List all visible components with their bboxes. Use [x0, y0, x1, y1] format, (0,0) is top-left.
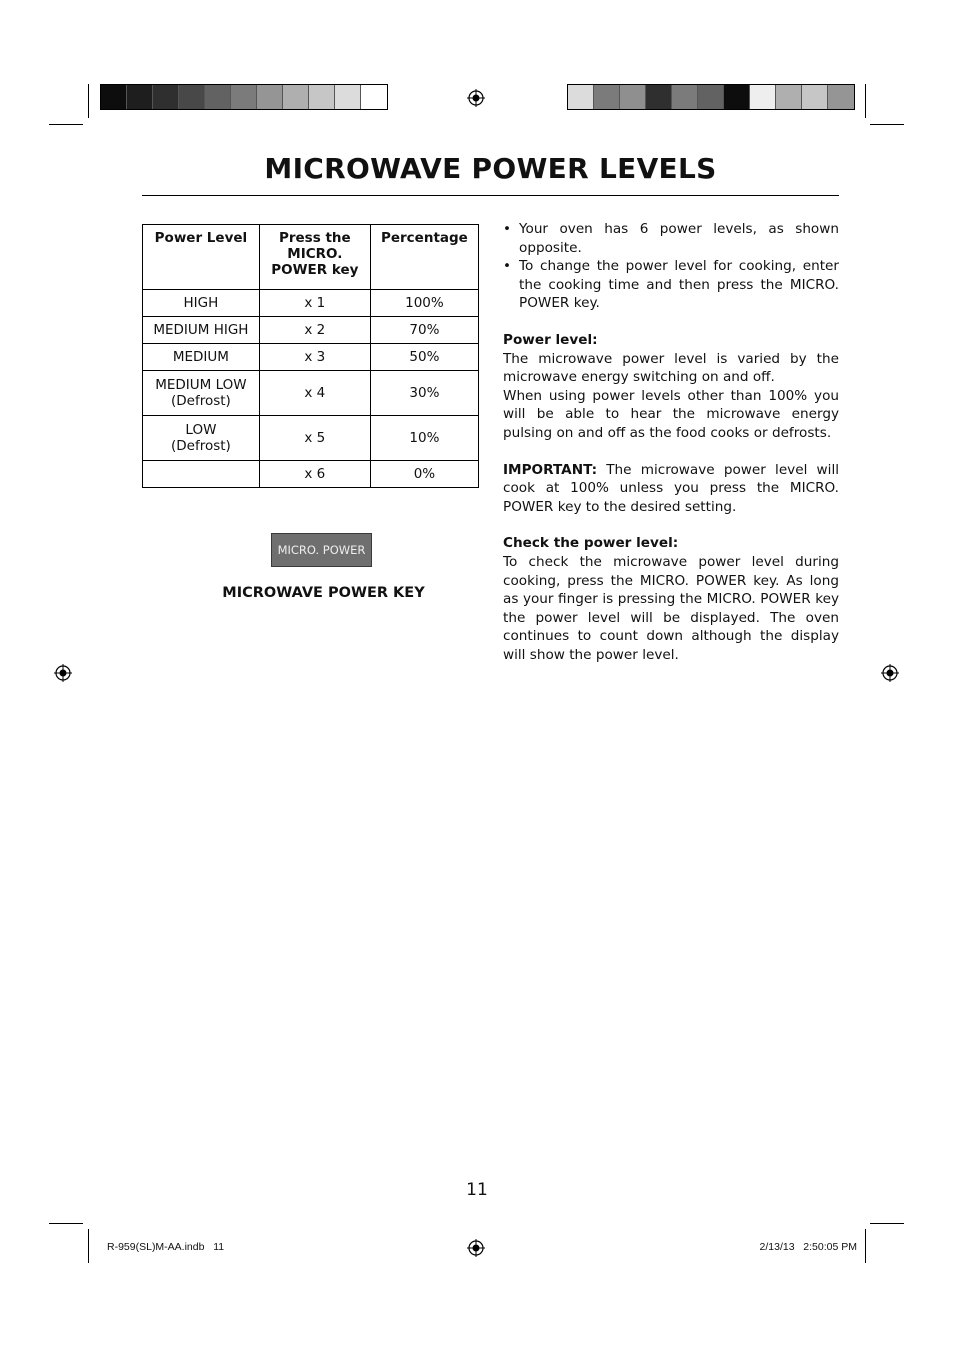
- registration-mark-icon: [881, 664, 899, 682]
- press-count-cell: x 3: [259, 344, 370, 371]
- table-row: [143, 317, 479, 344]
- crop-mark: [870, 124, 904, 125]
- color-swatch: [257, 85, 283, 109]
- color-swatch: [724, 85, 750, 109]
- color-swatch: [568, 85, 594, 109]
- color-swatch: [205, 85, 231, 109]
- percentage-cell: 50%: [370, 344, 478, 371]
- list-item: • To change the power level for cooking, enter the cooking time and then press the MICRO. POWER key.: [503, 257, 839, 313]
- power-level-paragraph: When using power levels other than 100% you will be able to hear the microwave energy pulsing on and off as the food cooks or defrosts.: [503, 387, 839, 441]
- color-swatch: [802, 85, 828, 109]
- power-level-cell: HIGH: [143, 290, 260, 317]
- crop-mark: [49, 124, 83, 125]
- crop-mark: [88, 84, 89, 118]
- crop-mark: [49, 1223, 83, 1224]
- press-count-cell: x 5: [259, 416, 370, 461]
- percentage-cell: 10%: [370, 416, 478, 461]
- color-calibration-bar-right: [567, 84, 855, 110]
- instructions-column: [503, 220, 839, 664]
- crop-mark: [865, 1229, 866, 1263]
- power-levels-table: [142, 224, 479, 488]
- check-power-paragraph: To check the microwave power level during cooking, press the MICRO. POWER key. As long as your finger is pressing the MICRO. POWER key the power level will be displayed. The oven continues to count down although the display will show the power level.: [503, 553, 839, 663]
- press-count-cell: x 1: [259, 290, 370, 317]
- table-header-row: [143, 225, 479, 290]
- table-row: [143, 461, 479, 488]
- color-swatch: [231, 85, 257, 109]
- footer-file-info: R-959(SL)M-AA.indb 11: [107, 1241, 225, 1253]
- color-swatch: [101, 85, 127, 109]
- power-level-cell: MEDIUM: [143, 344, 260, 371]
- table-row: [143, 371, 479, 416]
- power-level-paragraph: The microwave power level is varied by the microwave energy switching on and off.: [503, 350, 839, 386]
- percentage-cell: 100%: [370, 290, 478, 317]
- color-swatch: [646, 85, 672, 109]
- check-power-heading: Check the power level:: [503, 535, 679, 552]
- color-swatch: [750, 85, 776, 109]
- percentage-cell: 30%: [370, 371, 478, 416]
- color-swatch: [361, 85, 387, 109]
- page-title: MICROWAVE POWER LEVELS: [264, 152, 717, 185]
- important-label: IMPORTANT:: [503, 461, 598, 478]
- bullet-list: [503, 220, 839, 313]
- registration-mark-icon: [467, 1239, 485, 1257]
- power-level-cell: MEDIUM HIGH: [143, 317, 260, 344]
- color-swatch: [698, 85, 724, 109]
- registration-mark-icon: [467, 89, 485, 107]
- power-level-cell: LOW (Defrost): [143, 416, 260, 461]
- color-swatch: [283, 85, 309, 109]
- column-header-power-level: Power Level: [143, 225, 260, 290]
- table-row: [143, 344, 479, 371]
- color-swatch: [672, 85, 698, 109]
- key-caption: MICROWAVE POWER KEY: [222, 585, 425, 601]
- percentage-cell: 0%: [370, 461, 478, 488]
- table-row: [143, 290, 479, 317]
- crop-mark: [870, 1223, 904, 1224]
- important-text: The microwave power level will cook at 100% unless you press the MICRO. POWER key to the desired setting.: [503, 461, 839, 515]
- crop-mark: [88, 1229, 89, 1263]
- press-count-cell: x 4: [259, 371, 370, 416]
- list-item: • Your oven has 6 power levels, as shown opposite.: [503, 220, 839, 257]
- crop-mark: [865, 84, 866, 118]
- registration-mark-icon: [54, 664, 72, 682]
- color-swatch: [179, 85, 205, 109]
- important-note: [503, 461, 839, 517]
- color-calibration-bar-left: [100, 84, 388, 110]
- press-count-cell: x 2: [259, 317, 370, 344]
- percentage-cell: 70%: [370, 317, 478, 344]
- power-level-heading: Power level:: [503, 331, 598, 348]
- color-swatch: [776, 85, 802, 109]
- color-swatch: [309, 85, 335, 109]
- column-header-percentage: Percentage: [370, 225, 478, 290]
- column-header-press-key: Press the MICRO. POWER key: [259, 225, 370, 290]
- footer-timestamp: 2/13/13 2:50:05 PM: [759, 1241, 857, 1253]
- power-level-cell: [143, 461, 260, 488]
- color-swatch: [153, 85, 179, 109]
- page-number: 11: [466, 1180, 488, 1200]
- press-count-cell: x 6: [259, 461, 370, 488]
- table-row: [143, 416, 479, 461]
- micro-power-key-label: MICRO. POWER: [277, 543, 366, 557]
- color-swatch: [828, 85, 854, 109]
- color-swatch: [335, 85, 361, 109]
- color-swatch: [127, 85, 153, 109]
- micro-power-key-illustration: [271, 533, 372, 567]
- power-level-cell: MEDIUM LOW (Defrost): [143, 371, 260, 416]
- title-divider: [142, 195, 839, 196]
- color-swatch: [594, 85, 620, 109]
- color-swatch: [620, 85, 646, 109]
